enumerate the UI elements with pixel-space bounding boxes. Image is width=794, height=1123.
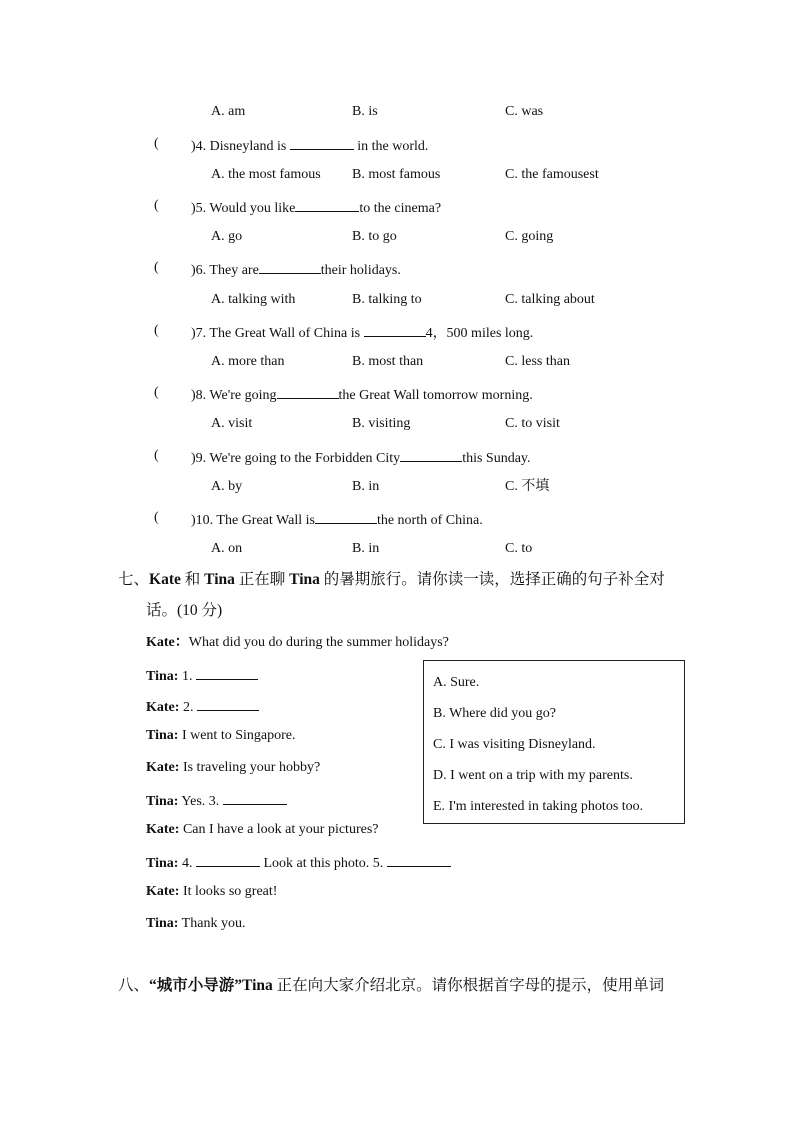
q4-paren[interactable]: (: [154, 136, 159, 151]
speaker-kate: Kate:: [146, 700, 180, 715]
section8-instruction: 正在向大家介绍北京。请你根据首字母的提示，使用单词: [272, 977, 665, 994]
q3-option-a: A. am: [211, 104, 246, 119]
dialogue-text: 1.: [178, 669, 196, 684]
speaker-kate: Kate:: [146, 760, 180, 775]
q10-text-before: The Great Wall is: [216, 513, 315, 528]
q10-number: )10.: [191, 513, 214, 528]
choices-box: [423, 660, 685, 824]
dialogue-blank-1[interactable]: [196, 665, 258, 680]
dialogue-line-9: [146, 883, 277, 901]
q5-stem: [191, 197, 441, 218]
q5-text-before: Would you like: [209, 201, 296, 216]
dialogue-line-2: [146, 665, 258, 686]
q5-option-c: C. going: [505, 229, 554, 244]
q4-stem: [191, 135, 428, 156]
dialogue-text: Thank you.: [178, 916, 246, 931]
q6-text-before: They are: [209, 263, 259, 278]
q7-stem: [191, 322, 533, 343]
q9-paren[interactable]: (: [154, 448, 159, 463]
q4-number: )4.: [191, 139, 207, 154]
q10-blank[interactable]: [315, 509, 377, 524]
section7-name-tina: Tina: [204, 571, 235, 588]
q7-option-a: A. more than: [211, 354, 285, 369]
q5-text-after: to the cinema?: [359, 201, 442, 216]
q4-blank[interactable]: [290, 135, 354, 150]
dialogue-text: 4.: [178, 856, 196, 871]
dialogue-line-8: [146, 852, 451, 873]
q10-stem: [191, 509, 483, 530]
dialogue-blank-5[interactable]: [387, 852, 451, 867]
speaker-tina: Tina:: [146, 728, 179, 743]
section8-heading: [118, 976, 664, 996]
dialogue-line-4: [146, 727, 295, 745]
dialogue-text: Is traveling your hobby?: [179, 760, 321, 775]
section7-and: 和: [180, 571, 205, 588]
q9-option-a: A. by: [211, 479, 243, 494]
speaker-kate: Kate：: [146, 635, 189, 650]
q5-blank[interactable]: [295, 197, 359, 212]
section7-name-tina-2: Tina: [289, 571, 320, 588]
dialogue-line-1: [146, 634, 449, 652]
q9-option-c: C. 不填: [505, 479, 550, 494]
dialogue-text: Look at this photo. 5.: [259, 856, 387, 871]
dialogue-line-3: [146, 696, 259, 717]
q7-option-b: B. most than: [352, 354, 424, 369]
q4-option-c: C. the famousest: [505, 167, 599, 182]
q6-stem: [191, 259, 401, 280]
q5-option-b: B. to go: [352, 229, 397, 244]
dialogue-text: I went to Singapore.: [178, 728, 296, 743]
section7-heading: [118, 570, 665, 590]
q7-number: )7.: [191, 326, 207, 341]
q6-number: )6.: [191, 263, 207, 278]
dialogue-blank-2[interactable]: [197, 696, 259, 711]
q8-paren[interactable]: (: [154, 385, 159, 400]
q10-option-b: B. in: [352, 541, 380, 556]
q9-text-before: We're going to the Forbidden City: [209, 451, 401, 466]
q6-option-a: A. talking with: [211, 292, 296, 307]
q9-option-b: B. in: [352, 479, 380, 494]
dialogue-blank-4[interactable]: [196, 852, 260, 867]
section7-name-kate: Kate: [149, 571, 181, 588]
speaker-tina: Tina:: [146, 856, 179, 871]
q8-blank[interactable]: [277, 384, 339, 399]
q9-stem: [191, 447, 531, 468]
q10-paren[interactable]: (: [154, 510, 159, 525]
q8-stem: [191, 384, 533, 405]
q6-option-c: C. talking about: [505, 292, 595, 307]
choice-d: D. I went on a trip with my parents.: [433, 768, 633, 783]
q8-option-c: C. to visit: [505, 416, 560, 431]
q4-text-before: Disneyland is: [209, 139, 290, 154]
dialogue-text: 2.: [179, 700, 197, 715]
q8-option-a: A. visit: [211, 416, 253, 431]
speaker-tina: Tina:: [146, 669, 179, 684]
q6-paren[interactable]: (: [154, 260, 159, 275]
dialogue-blank-3[interactable]: [223, 790, 287, 805]
q8-text-after: the Great Wall tomorrow morning.: [338, 388, 533, 403]
q7-text-after: 4，500 miles long.: [425, 326, 534, 341]
q6-blank[interactable]: [259, 259, 321, 274]
q8-option-b: B. visiting: [352, 416, 411, 431]
speaker-tina: Tina:: [146, 794, 179, 809]
q8-text-before: We're going: [209, 388, 277, 403]
dialogue-text: Yes. 3.: [178, 794, 223, 809]
dialogue-text: It looks so great!: [179, 884, 278, 899]
dialogue-line-7: [146, 821, 378, 839]
dialogue-line-6: [146, 790, 287, 811]
speaker-kate: Kate:: [146, 884, 180, 899]
q9-blank[interactable]: [400, 447, 462, 462]
q3-option-c: C. was: [505, 104, 544, 119]
q5-number: )5.: [191, 201, 207, 216]
choice-a: A. Sure.: [433, 675, 480, 690]
q5-option-a: A. go: [211, 229, 243, 244]
q6-option-b: B. talking to: [352, 292, 422, 307]
q9-text-after: this Sunday.: [462, 451, 531, 466]
choice-e: E. I'm interested in taking photos too.: [433, 799, 644, 814]
q5-paren[interactable]: (: [154, 198, 159, 213]
q7-paren[interactable]: (: [154, 323, 159, 338]
q4-option-b: B. most famous: [352, 167, 441, 182]
q7-text-before: The Great Wall of China is: [209, 326, 364, 341]
q9-number: )9.: [191, 451, 207, 466]
q4-option-a: A. the most famous: [211, 167, 321, 182]
q3-option-b: B. is: [352, 104, 378, 119]
section8-title: “城市小导游”: [149, 977, 243, 994]
dialogue-text: What did you do during the summer holidays?: [188, 635, 449, 650]
dialogue-line-5: [146, 759, 320, 777]
q8-number: )8.: [191, 388, 207, 403]
section7-heading-line2: 话。(10 分): [146, 602, 223, 619]
q7-option-c: C. less than: [505, 354, 570, 369]
section8-prefix: 八、: [118, 977, 150, 994]
q6-text-after: their holidays.: [320, 263, 401, 278]
q10-option-a: A. on: [211, 541, 243, 556]
q10-text-after: the north of China.: [376, 513, 483, 528]
choice-c: C. I was visiting Disneyland.: [433, 737, 596, 752]
q4-text-after: in the world.: [353, 139, 429, 154]
choice-b: B. Where did you go?: [433, 706, 556, 721]
section8-name-tina: Tina: [242, 977, 273, 994]
dialogue-line-10: [146, 915, 245, 933]
speaker-kate: Kate:: [146, 822, 180, 837]
section7-prefix: 七、: [118, 571, 150, 588]
q10-option-c: C. to: [505, 541, 533, 556]
section7-chatting: 正在聊: [234, 571, 290, 588]
speaker-tina: Tina:: [146, 916, 179, 931]
dialogue-text: Can I have a look at your pictures?: [179, 822, 379, 837]
q7-blank[interactable]: [364, 322, 426, 337]
section7-instruction: 的暑期旅行。请你读一读，选择正确的句子补全对: [319, 571, 665, 588]
